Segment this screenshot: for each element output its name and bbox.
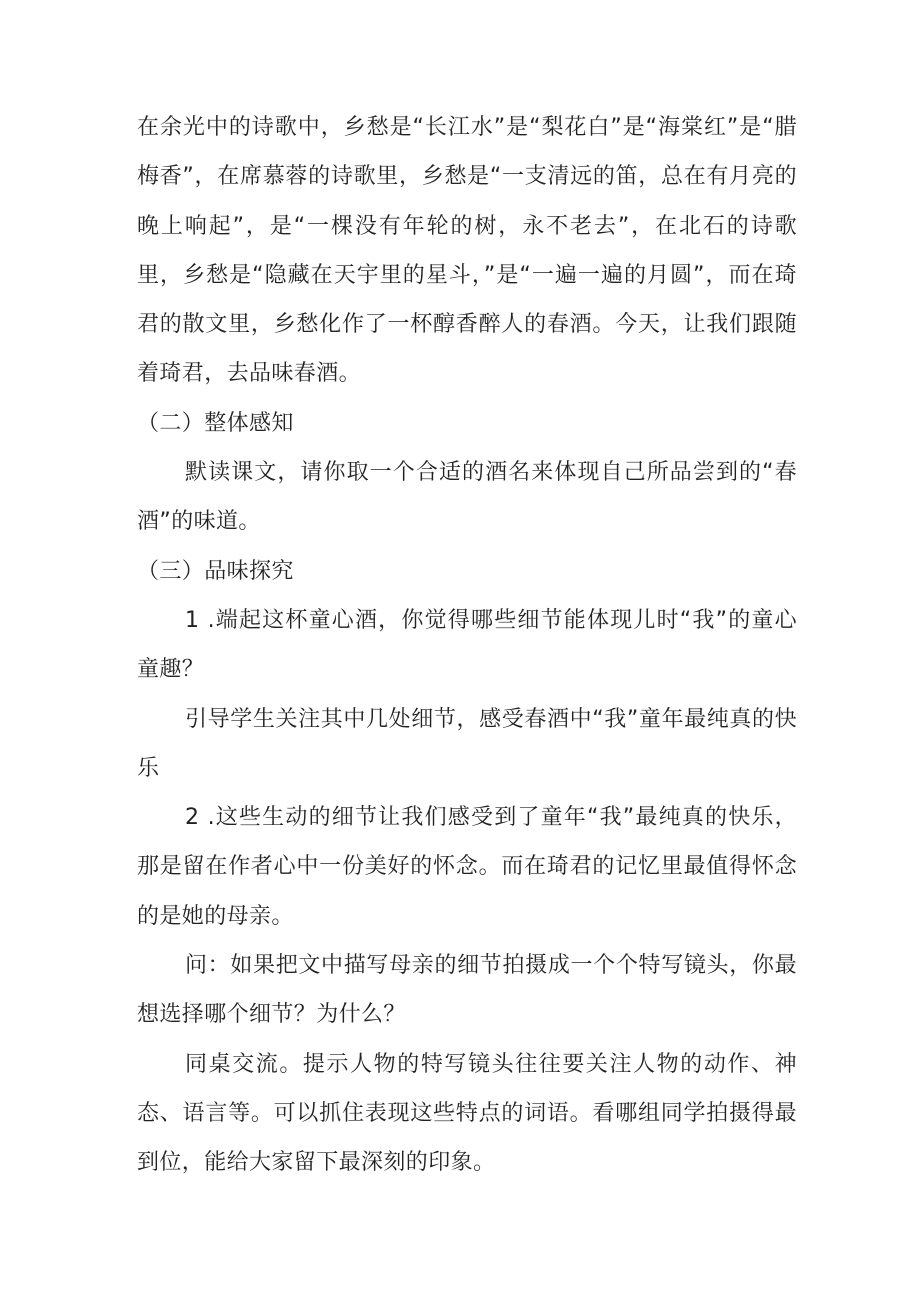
section-heading-overall-perception: （二）整体感知: [137, 410, 294, 436]
paragraph-intro: 在余光中的诗歌中，乡愁是“长江水”是“梨花白”是“海棠红”是“腊梅香”，在席慕蓉的诗歌里，乡愁是“一支清远的笛，总在有月亮的晚上响起”，是“一棵没有年轮的树，永不老去”，在北石的诗歌里，乡愁是“隐藏在天宇里的星斗，”是“一遍一遍的月圆”，而在琦君的散文里，乡愁化作了一杯醇香醉人的春酒。今天，让我们跟随着琦君，去品味春酒。: [137, 115, 797, 387]
document-body: [137, 103, 797, 1188]
paragraph-guidance: 引导学生关注其中几处细节，感受春酒中“我”童年最纯真的快乐: [137, 706, 797, 781]
paragraph-question-1: 1 .端起这杯童心酒，你觉得哪些细节能体现儿时“我”的童心童趣？: [137, 607, 797, 683]
paragraph-silent-reading: 默读课文，请你取一个合适的酒名来体现自己所品尝到的“春酒”的味道。: [137, 460, 797, 535]
paragraph-discussion: 同桌交流。提示人物的特写镜头往往要关注人物的动作、神态、语言等。可以抓住表现这些特点的词语。看哪组同学拍摄得最到位，能给大家留下最深刻的印象。: [137, 1051, 797, 1176]
section-heading-appreciation: （三）品味探究: [137, 558, 294, 584]
paragraph-question-closeup: 问：如果把文中描写母亲的细节拍摄成一个个特写镜头，你最想选择哪个细节？为什么？: [137, 953, 797, 1028]
paragraph-question-2: 2 .这些生动的细节让我们感受到了童年“我”最纯真的快乐，那是留在作者心中一份美好的怀念。而在琦君的记忆里最值得怀念的是她的母亲。: [137, 805, 797, 929]
